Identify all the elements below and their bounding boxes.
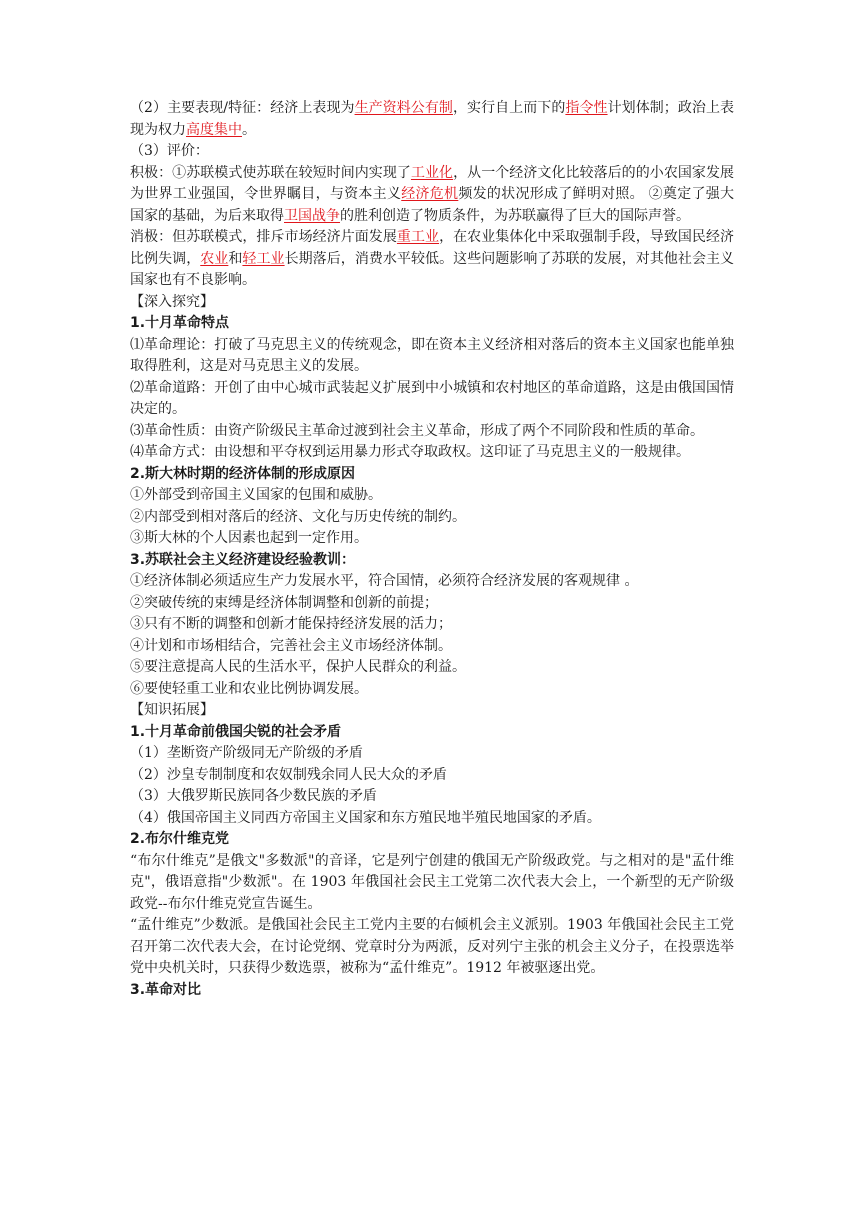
text: 计划体制；政治上表现为权力: [130, 100, 735, 138]
paragraph-menshevik: “孟什维克”少数派。是俄国社会民主工党内主要的右倾机会主义派别。1903 年俄国社会民主工党召开第二次代表大会，在讨论党纲、党章时分为两派，反对列宁主张的机会主义分子，在投票选举党中央机关时，只获得少数选票，被称为“孟什维克”。1912 年被驱逐出党。: [130, 917, 734, 976]
heading-stalin-economic-system: 2.斯大林时期的经济体制的形成原因: [130, 465, 356, 482]
list-item: （2）沙皇专制制度和农奴制残余同人民大众的矛盾: [130, 766, 447, 783]
list-item: （4）俄国帝国主义同西方帝国主义国家和东方殖民地半殖民地国家的矛盾。: [130, 809, 601, 826]
keyword-heavy-industry: 重工业: [396, 229, 440, 245]
heading-revolution-comparison: 3.革命对比: [130, 981, 202, 998]
keyword-centralization: 高度集中: [186, 121, 242, 138]
list-item: ③只有不断的调整和创新才能保持经济发展的活力；: [130, 616, 452, 632]
text: 积极：①苏联模式使苏联在较短时间内实现了: [130, 164, 411, 181]
text: ，在农业集体化中采取强制手段，导致国民经济比例失调，: [130, 229, 735, 267]
paragraph-evaluation-label: （3）评价：: [130, 143, 209, 159]
text: ，从一个经济文化比较落后的的小农国家发展为世界工业强国，令世界瞩目，与资本主义: [130, 164, 735, 202]
list-item: ⑥要使轻重工业和农业比例协调发展。: [130, 680, 368, 697]
heading-bolshevik-party: 2.布尔什维克党: [130, 831, 230, 847]
text: 和: [228, 250, 243, 267]
text: 。: [242, 121, 256, 138]
list-item: ②突破传统的束缚是经济体制调整和创新的前提；: [130, 594, 438, 611]
list-item: ①经济体制必须适应生产力发展水平，符合国情，必须符合经济发展的客观规律 。: [130, 573, 639, 589]
list-item: （1）垄断资产阶级同无产阶级的矛盾: [130, 745, 363, 761]
list-item: （3）大俄罗斯民族同各少数民族的矛盾: [130, 788, 377, 804]
list-item: ⑤要注意提高人民的生活水平，保护人民群众的利益。: [130, 659, 466, 675]
list-item: ⑵革命道路：开创了由中心城市武装起义扩展到中小城镇和农村地区的革命道路，这是由俄国国情决定的。: [130, 379, 734, 417]
section-title-expand: 【知识拓展】: [130, 702, 214, 718]
text: 长期落后，消费水平较低。这些问题影响了苏联的发展，对其他社会主义国家也有不良影响。: [130, 250, 735, 288]
heading-october-revolution-features: 1.十月革命特点: [130, 315, 230, 331]
keyword-industrialization: 工业化: [410, 164, 454, 181]
list-item: ④计划和市场相结合，完善社会主义市场经济体制。: [130, 637, 452, 654]
document-body: [130, 98, 734, 1001]
heading-soviet-lessons: 3.苏联社会主义经济建设经验教训：: [130, 551, 356, 568]
list-item: ⑴革命理论：打破了马克思主义的传统观念，即在资本主义经济相对落后的资本主义国家也能单独取得胜利，这是对马克思主义的发展。: [130, 336, 734, 374]
paragraph-bolshevik: “布尔什维克”是俄文"多数派"的音译，它是列宁创建的俄国无产阶级政党。与之相对的是"孟什维克"，俄语意指"少数派"。在 1903 年俄国社会民主工党第二次代表大会上，一个新型的无产阶级政党--布尔什维克党宣告诞生。: [130, 852, 734, 912]
list-item: ⑷革命方式：由设想和平夺权到运用暴力形式夺取政权。这印证了马克思主义的一般规律。: [130, 444, 690, 460]
text: （2）主要表现/特征：经济上表现为: [130, 100, 355, 116]
list-item: ⑶革命性质：由资产阶级民主革命过渡到社会主义革命，形成了两个不同阶段和性质的革命。: [130, 422, 704, 439]
paragraph-negative: [130, 227, 734, 292]
keyword-patriotic-war: 卫国战争: [284, 207, 340, 224]
keyword-public-ownership: 生产资料公有制: [354, 100, 453, 116]
keyword-economic-crisis: 经济危机: [401, 186, 459, 202]
text: ，实行自上而下的: [452, 100, 566, 116]
heading-social-contradictions: 1.十月革命前俄国尖锐的社会矛盾: [130, 723, 342, 740]
paragraph-features: [130, 98, 734, 141]
text: 消极：但苏联模式，排斥市场经济片面发展: [130, 229, 397, 245]
text: 的胜利创造了物质条件，为苏联赢得了巨大的国际声誉。: [340, 207, 690, 224]
list-item: ③斯大林的个人因素也起到一定作用。: [130, 530, 368, 546]
keyword-agriculture: 农业: [200, 250, 229, 267]
list-item: ②内部受到相对落后的经济、文化与历史传统的制约。: [130, 508, 466, 525]
paragraph-positive: [130, 163, 734, 228]
list-item: ①外部受到帝国主义国家的包围和威胁。: [130, 487, 382, 503]
keyword-light-industry: 轻工业: [242, 250, 285, 267]
keyword-directive: 指令性: [565, 100, 608, 116]
section-title-explore: 【深入探究】: [130, 293, 214, 310]
text: 频发的状况形成了鲜明对照。 ②奠定了强大国家的基础，为后来取得: [130, 186, 735, 224]
